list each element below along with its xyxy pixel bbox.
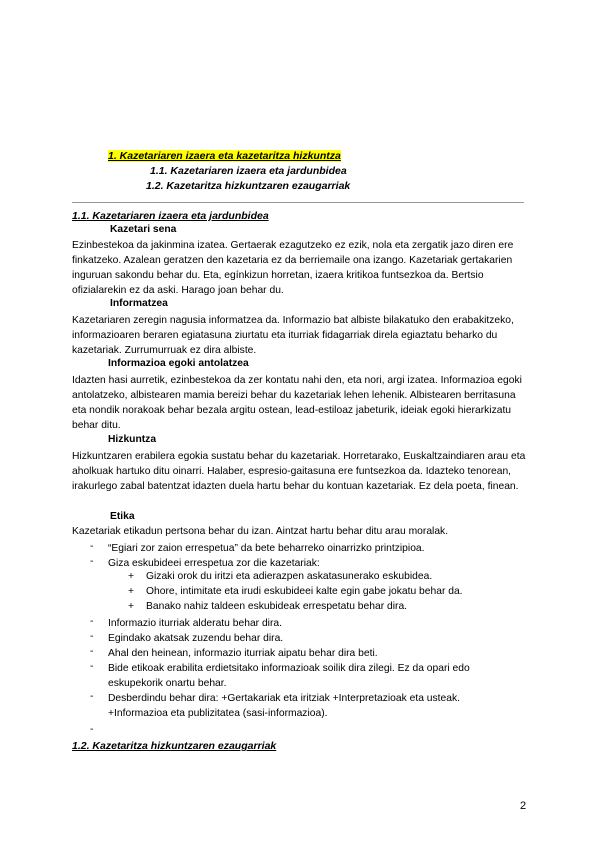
sub-list-item: Gizaki orok du iritzi eta adierazpen askatasunerako eskubidea. — [146, 571, 433, 582]
list-item: “Egiari zor zaion errespetua” da bete beharreko oinarrizko printzipioa. — [108, 543, 425, 554]
list-dash: - — [90, 724, 94, 735]
horizontal-divider — [72, 202, 524, 203]
heading-antolatzea: Informazioa egoki antolatzea — [108, 358, 249, 369]
paragraph-informatzea: Kazetariaren zeregin nagusia informatzea da. Informazio bat albiste bilakatuko den erabakitzeko, informazioaren beraren egiatasuna ziurtatu eta iturriak fidagarriak direla egiaztatu beharko du kazetariak. Zurrumurruak ez dira albiste. — [72, 315, 514, 356]
list-dash: - — [90, 616, 94, 627]
heading-etika: Etika — [110, 511, 135, 522]
toc-item-1: 1. Kazetariaren izaera eta kazetaritza hizkuntza — [108, 150, 341, 162]
toc-item-1-2: 1.2. Kazetaritza hizkuntzaren ezaugarriak — [146, 180, 351, 192]
page-number: 2 — [520, 800, 527, 812]
list-dash: - — [90, 631, 94, 642]
section-title-1-2: 1.2. Kazetaritza hizkuntzaren ezaugarriak — [72, 740, 277, 752]
paragraph-kazetari-sena: Ezinbestekoa da jakinmina izatea. Gertaerak ezagutzeko ez ezik, nola eta zergatik jazo diren ere finkatzeko. Azalean geratzen den kazetaria ez da berriemaile ona izango. Kazetariak gertakarien inguruan sakondu behar du. Eta, egínkizun horretan, izaera kritikoa funtsezkoa da. Bertsio ofizialarekin ez da aski. Harago joan behar du. — [72, 240, 514, 296]
sub-list-item: Ohore, intimitate eta irudi eskubideei kalte egin gabe jokatu behar da. — [146, 586, 463, 597]
list-item: Giza eskubideei errespetua zor die kazetariak: — [108, 558, 320, 569]
heading-hizkuntza: Hizkuntza — [108, 434, 157, 445]
list-item: Informazio iturriak alderatu behar dira. — [108, 618, 282, 629]
list-item: Desberdindu behar dira: +Gertakariak eta iritziak +Interpretazioak eta usteak. +Informazioa eta publizitatea (sasi-informazioa). — [108, 693, 460, 719]
list-dash: - — [90, 541, 94, 552]
sub-list-item: Banako nahiz taldeen eskubideak errespetatu behar dira. — [146, 601, 408, 612]
list-item: Egindako akatsak zuzendu behar dira. — [108, 633, 284, 644]
paragraph-etika-intro: Kazetariak etikadun pertsona behar du izan. Aintzat hartu behar ditu arau moralak. — [72, 526, 449, 537]
sub-list-bullet: + — [128, 571, 135, 582]
list-dash: - — [90, 691, 94, 702]
toc-item-1-1: 1.1. Kazetariaren izaera eta jardunbidea — [150, 165, 347, 177]
sub-list-bullet: + — [128, 586, 135, 597]
paragraph-hizkuntza: Hizkuntzaren erabilera egokia sustatu behar du kazetariak. Horretarako, Euskaltzaindiaren arau eta aholkuak hartuko ditu oinarri. Halaber, espresio-gaitasuna ere funtsezkoa da. Idazteko tenorean, irakurlego zabal batentzat idazten duela hartu behar du kontuan kazetariak. Ez dela poeta, finean. — [72, 451, 526, 492]
heading-informatzea: Informatzea — [110, 298, 168, 309]
paragraph-antolatzea: Idazten hasi aurretik, ezinbestekoa da zer kontatu nahi den, eta nori, argi izatea. Informazioa egoki antolatzeko, albistearen mamia bereizi behar du kazetariak lehen lehenik. Albistearen berritasuna eta nondik norakoak behar bezala argitu ostean, lead-estiloaz jabeturik, ideiak egoki hierarkizatu behar ditu. — [72, 375, 522, 431]
list-item: Ahal den heinean, informazio iturriak aipatu behar dira beti. — [108, 648, 378, 659]
heading-kazetari-sena: Kazetari sena — [110, 224, 177, 235]
section-title-1-1: 1.1. Kazetariaren izaera eta jardunbidea — [72, 210, 269, 222]
sub-list-bullet: + — [128, 601, 135, 612]
list-item: Bide etikoak erabilita erdietsitako informazioak soilik dira zilegi. Ez da opari edo eskupekorik onartu behar. — [108, 663, 470, 689]
list-dash: - — [90, 661, 94, 672]
list-dash: - — [90, 646, 94, 657]
list-dash: - — [90, 556, 94, 567]
